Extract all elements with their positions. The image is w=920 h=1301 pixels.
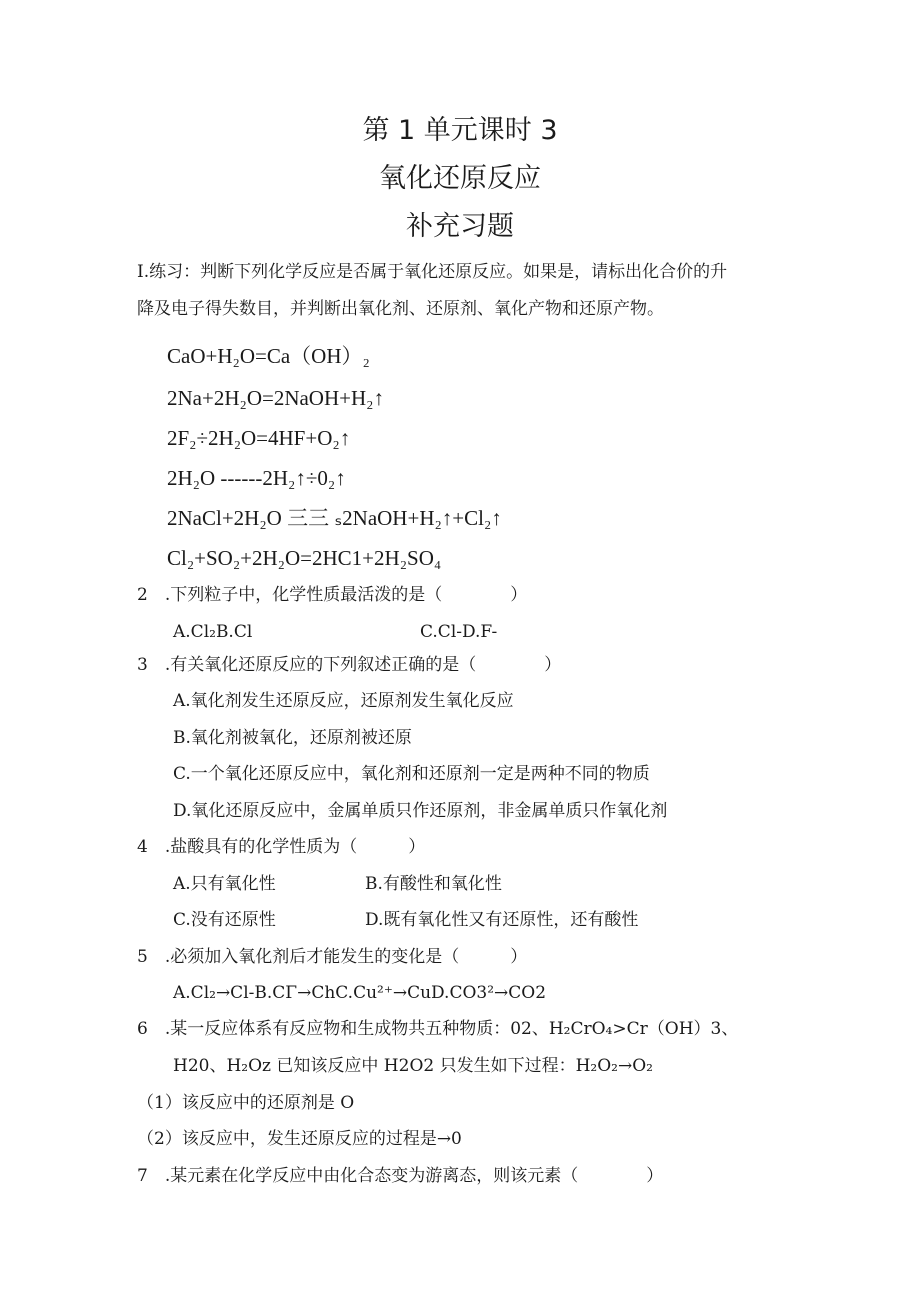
question-2-stem: 2 .下列粒子中，化学性质最活泼的是（ ）	[137, 585, 528, 605]
question-3-stem: 3 .有关氧化还原反应的下列叙述正确的是（ ）	[137, 655, 562, 675]
question-6-stem-line-1: 6 .某一反应体系有反应物和生成物共五种物质：02、H₂CrO₄>Cr（OH）3、	[137, 1019, 739, 1039]
question-4-stem: 4 .盐酸具有的化学性质为（ ）	[137, 837, 426, 857]
topic-heading: 氧化还原反应	[379, 163, 541, 194]
equation-3: 2F₂÷2H₂O=4HF+O₂↑	[167, 426, 351, 450]
question-5-options: A.Cl₂→Cl-B.CΓ→ChC.Cu²⁺→CuD.CO3²→CO2	[173, 983, 547, 1003]
exercise-heading: 补充习题	[406, 211, 514, 242]
question-6-part-1: （1）该反应中的还原剂是 O	[137, 1093, 355, 1113]
equation-5: 2NaCl+2H₂O 三三 ₛ2NaOH+H₂↑+Cl₂↑	[167, 506, 502, 530]
question-3-option-d: D.氧化还原反应中，金属单质只作还原剂，非金属单质只作氧化剂	[173, 801, 668, 821]
question-3-option-b: B.氧化剂被氧化，还原剂被还原	[173, 728, 412, 748]
question-4-option-c: C.没有还原性	[173, 910, 276, 930]
question-6-stem-line-2: H20、H₂Oz 已知该反应中 H2O2 只发生如下过程：H₂O₂→O₂	[173, 1056, 653, 1076]
question-4-option-a: A.只有氧化性	[173, 874, 276, 894]
equation-4: 2H₂O ------2H₂↑÷0₂↑	[167, 466, 346, 490]
question-7-stem: 7 .某元素在化学反应中由化合态变为游离态，则该元素（ ）	[137, 1166, 664, 1186]
question-4-option-d: D.既有氧化性又有还原性，还有酸性	[365, 910, 639, 930]
question-2-option-cd: C.Cl-D.F-	[420, 622, 498, 642]
equation-2: 2Na+2H₂O=2NaOH+H₂↑	[167, 386, 384, 410]
intro-line-1: I.练习：判断下列化学反应是否属于氧化还原反应。如果是，请标出化合价的升	[137, 262, 728, 282]
equation-6: Cl₂+SO₂+2H₂O=2HC1+2H₂SO₄	[167, 546, 442, 570]
question-3-option-a: A.氧化剂发生还原反应，还原剂发生氧化反应	[173, 691, 514, 711]
intro-line-2: 降及电子得失数目，并判断出氧化剂、还原剂、氧化产物和还原产物。	[137, 299, 664, 319]
question-4-option-b: B.有酸性和氧化性	[365, 874, 502, 894]
equation-1: CaO+H₂O=Ca（OH）₂	[167, 344, 370, 368]
question-2-option-ab: A.Cl₂B.Cl	[173, 622, 253, 642]
question-3-option-c: C.一个氧化还原反应中，氧化剂和还原剂一定是两种不同的物质	[173, 764, 650, 784]
question-5-stem: 5 .必须加入氧化剂后才能发生的变化是（ ）	[137, 947, 528, 967]
question-6-part-2: （2）该反应中，发生还原反应的过程是→0	[137, 1129, 462, 1149]
unit-heading: 第 1 单元课时 3	[362, 115, 558, 146]
